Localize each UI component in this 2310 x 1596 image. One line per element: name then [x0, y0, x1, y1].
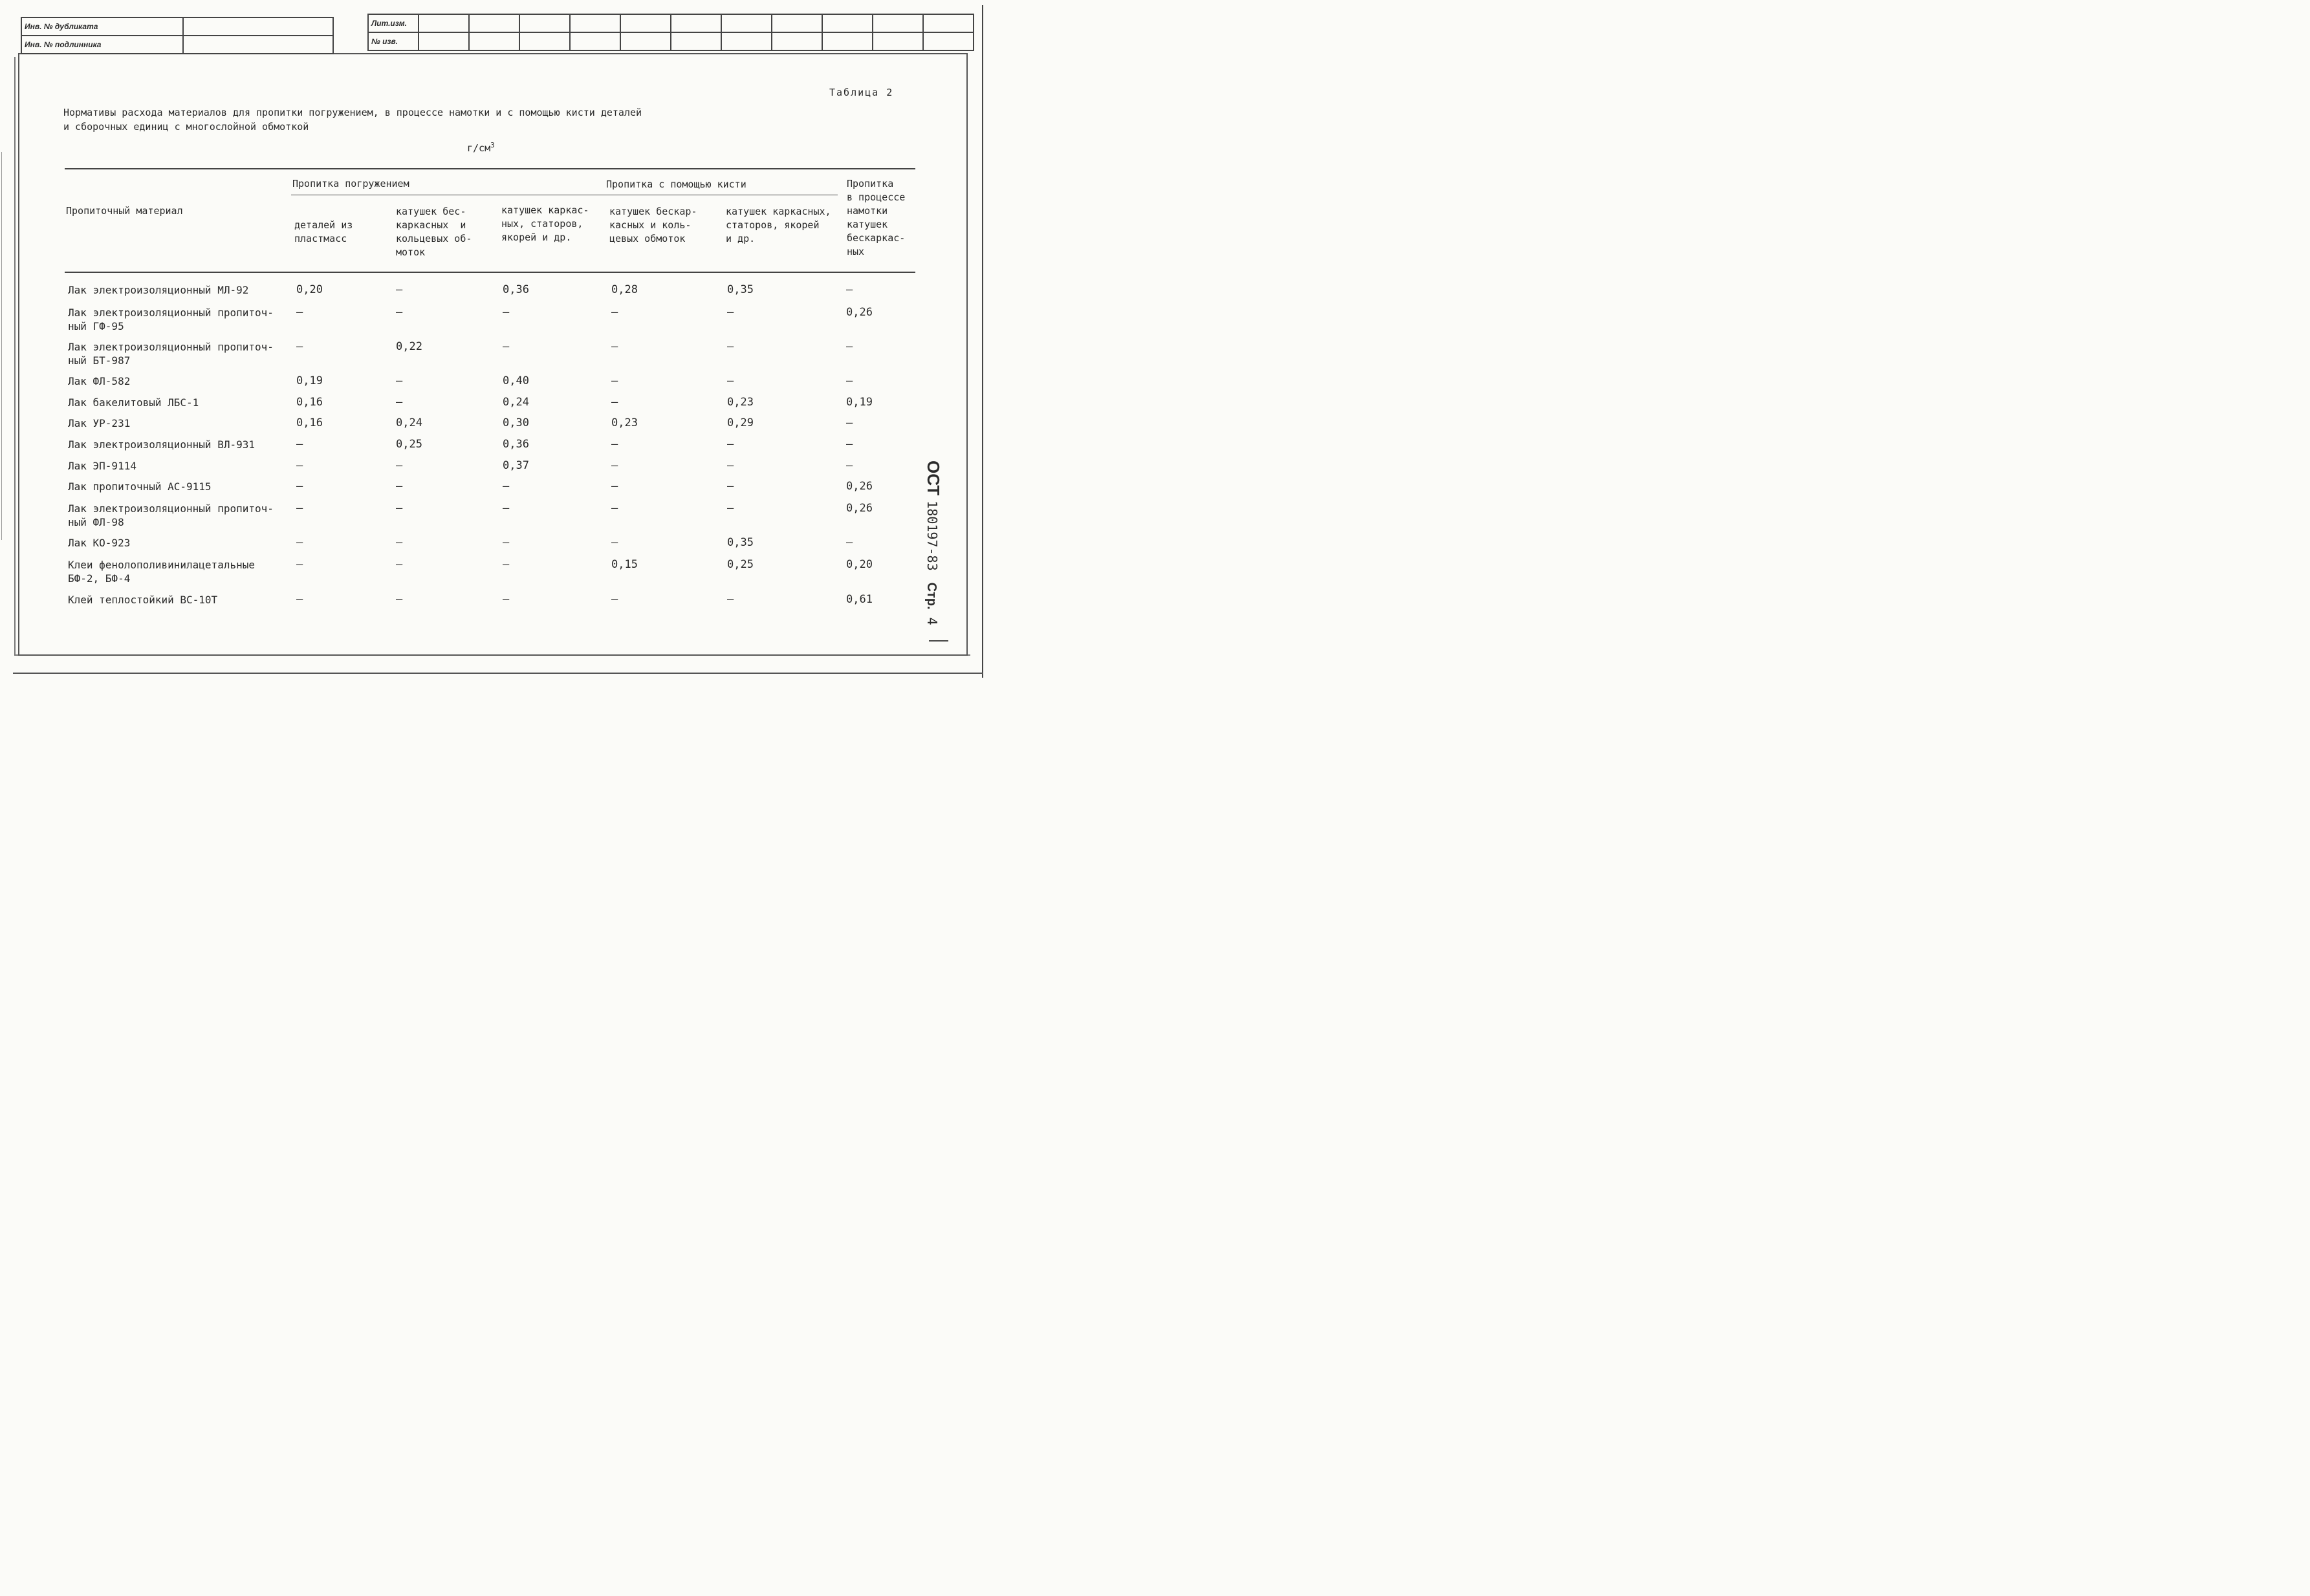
row-value: –	[396, 374, 403, 387]
side-standard-number: 180197-83	[924, 501, 940, 571]
row-value: –	[396, 396, 403, 409]
row-value: 0,25	[727, 558, 754, 571]
row-value: 0,23	[611, 416, 638, 429]
row-value: 0,24	[503, 396, 529, 409]
row-value: 0,25	[396, 438, 422, 451]
row-value: –	[611, 340, 618, 353]
row-material-name: Лак КО-923	[68, 537, 131, 549]
row-value: –	[396, 283, 403, 296]
row-value: –	[611, 536, 618, 549]
stamp-row-original	[21, 36, 333, 54]
row-value: –	[503, 558, 510, 571]
row-value: –	[296, 306, 303, 319]
row-value: –	[846, 536, 853, 549]
row-value: –	[727, 340, 734, 353]
stamp-cell	[721, 14, 772, 32]
table-caption-line1: Нормативы расхода материалов для пропитки погружением, в процессе намотки и с помощью кисти деталей	[63, 107, 642, 118]
row-value: –	[296, 438, 303, 451]
table-top-rule	[65, 168, 915, 169]
side-page-number: 4	[924, 617, 940, 625]
row-value: –	[611, 396, 618, 409]
header-bottom-rule	[65, 272, 915, 273]
stamp-cell	[822, 14, 873, 32]
header-col-brush-framed: катушек каркасных, статоров, якорей и др.	[726, 206, 831, 244]
row-value: –	[296, 480, 303, 493]
row-value: 0,40	[503, 374, 529, 387]
stamp-cell	[671, 14, 721, 32]
row-value: –	[611, 480, 618, 493]
stamp-row-notice	[368, 32, 974, 50]
row-value: 0,15	[611, 558, 638, 571]
row-value: –	[396, 502, 403, 515]
stamp-cell	[671, 32, 721, 50]
row-value: –	[846, 416, 853, 429]
row-material-name: Лак электроизоляционный пропиточ- ный ГФ-95	[68, 307, 274, 332]
row-value: 0,35	[727, 536, 754, 549]
row-material-name: Лак ЭП-9114	[68, 460, 136, 472]
stamp-cell	[873, 14, 923, 32]
stamp-cell	[519, 14, 570, 32]
stamp-value-original	[183, 36, 333, 54]
row-value: 0,22	[396, 340, 422, 353]
page-bottom-line	[13, 673, 983, 674]
header-material: Пропиточный материал	[66, 205, 183, 217]
stamp-label-letter-change: Лит.изм.	[368, 14, 419, 32]
table-number: Таблица 2	[829, 87, 894, 98]
row-value: 0,20	[296, 283, 323, 296]
stamp-cell	[772, 32, 822, 50]
row-material-name: Лак ФЛ-582	[68, 375, 131, 387]
row-value: 0,26	[846, 306, 873, 319]
row-value: 0,29	[727, 416, 754, 429]
row-value: 0,16	[296, 396, 323, 409]
side-page-label: Стр.	[924, 582, 939, 610]
row-material-name: Лак УР-231	[68, 417, 131, 429]
inventory-stamp	[21, 17, 334, 54]
stamp-cell	[570, 14, 620, 32]
row-value: 0,37	[503, 459, 529, 472]
row-value: 0,23	[727, 396, 754, 409]
row-value: 0,30	[503, 416, 529, 429]
side-ost: ОСТ	[924, 460, 943, 496]
row-value: –	[396, 459, 403, 472]
row-value: –	[727, 480, 734, 493]
stamp-label-notice: № изв.	[368, 32, 419, 50]
stamp-label-duplicate: Инв. № дубликата	[21, 17, 183, 36]
row-material-name: Лак электроизоляционный пропиточ- ный БТ-987	[68, 341, 274, 367]
stamp-cell	[570, 32, 620, 50]
row-value: 0,35	[727, 283, 754, 296]
row-value: –	[727, 459, 734, 472]
row-value: 0,24	[396, 416, 422, 429]
row-value: –	[611, 459, 618, 472]
side-designation-text	[923, 460, 943, 625]
stamp-cell	[469, 14, 519, 32]
stamp-cell	[772, 14, 822, 32]
header-group-immersion: Пропитка погружением	[292, 178, 409, 189]
row-value: –	[727, 306, 734, 319]
row-value: –	[611, 593, 618, 606]
revision-stamp	[367, 14, 974, 51]
stamp-cell	[923, 14, 974, 32]
stamp-cell	[519, 32, 570, 50]
header-col-plastic-parts: деталей из пластмасс	[294, 219, 353, 244]
row-value: –	[396, 558, 403, 571]
row-value: –	[846, 340, 853, 353]
units-text: г/см	[467, 142, 491, 154]
row-material-name: Клей теплостойкий ВС-10Т	[68, 594, 218, 606]
side-underline	[929, 640, 948, 642]
row-value: –	[296, 593, 303, 606]
header-group-winding: Пропитка в процессе намотки катушек бескаркас- ных	[847, 178, 906, 257]
stamp-cell	[419, 14, 469, 32]
units-exponent: 3	[490, 141, 495, 149]
stamp-cell	[873, 32, 923, 50]
row-value: –	[727, 502, 734, 515]
row-value: –	[727, 374, 734, 387]
units-label	[467, 141, 495, 154]
row-value: –	[611, 438, 618, 451]
row-value: –	[396, 593, 403, 606]
row-material-name: Клеи фенолополивинилацетальные БФ-2, БФ-4	[68, 559, 255, 585]
row-value: 0,19	[846, 396, 873, 409]
row-value: 0,20	[846, 558, 873, 571]
row-material-name: Лак электроизоляционный ВЛ-931	[68, 438, 255, 451]
row-value: –	[396, 480, 403, 493]
stamp-cell	[721, 32, 772, 50]
stamp-cell	[620, 14, 671, 32]
row-value: –	[296, 502, 303, 515]
stamp-value-duplicate	[183, 17, 333, 36]
row-value: –	[846, 459, 853, 472]
row-value: –	[611, 502, 618, 515]
row-material-name: Лак электроизоляционный МЛ-92	[68, 284, 249, 296]
row-value: –	[396, 536, 403, 549]
row-value: –	[396, 306, 403, 319]
row-value: –	[503, 536, 510, 549]
table-caption-line2: и сборочных единиц с многослойной обмоткой	[63, 121, 309, 133]
row-value: –	[503, 480, 510, 493]
stamp-cell	[822, 32, 873, 50]
row-value: –	[503, 502, 510, 515]
row-value: –	[846, 438, 853, 451]
row-value: –	[503, 340, 510, 353]
stamp-cell	[469, 32, 519, 50]
row-value: 0,28	[611, 283, 638, 296]
row-value: –	[296, 558, 303, 571]
row-value: 0,26	[846, 480, 873, 493]
row-value: –	[503, 593, 510, 606]
stamp-cell	[620, 32, 671, 50]
row-value: –	[727, 593, 734, 606]
row-value: 0,36	[503, 438, 529, 451]
row-value: –	[846, 283, 853, 296]
header-col-framed-coils: катушек каркас- ных, статоров, якорей и др.	[501, 204, 589, 243]
binding-margin-line	[1, 152, 2, 540]
stamp-cell	[419, 32, 469, 50]
row-value: –	[503, 306, 510, 319]
stamp-cell	[923, 32, 974, 50]
row-value: –	[296, 536, 303, 549]
page-edge-line	[982, 5, 983, 678]
row-value: 0,26	[846, 502, 873, 515]
row-material-name: Лак пропиточный АС-9115	[68, 480, 212, 493]
header-col-frameless-coils: катушек бес- каркасных и кольцевых об- моток	[396, 206, 472, 258]
stamp-label-original: Инв. № подлинника	[21, 36, 183, 54]
header-group-brush: Пропитка с помощью кисти	[606, 178, 746, 190]
row-value: –	[727, 438, 734, 451]
header-col-brush-frameless: катушек бескар- касных и коль- цевых обмоток	[609, 206, 697, 244]
side-designation	[925, 460, 951, 642]
stamp-row-duplicate	[21, 17, 333, 36]
row-value: 0,61	[846, 593, 873, 606]
row-value: –	[296, 340, 303, 353]
row-value: 0,36	[503, 283, 529, 296]
row-value: –	[611, 306, 618, 319]
row-material-name: Лак электроизоляционный пропиточ- ный ФЛ-98	[68, 502, 274, 528]
stamp-row-letter-change	[368, 14, 974, 32]
row-value: –	[296, 459, 303, 472]
row-material-name: Лак бакелитовый ЛБС-1	[68, 396, 199, 409]
row-value: 0,19	[296, 374, 323, 387]
row-value: 0,16	[296, 416, 323, 429]
row-value: –	[611, 374, 618, 387]
row-value: –	[846, 374, 853, 387]
